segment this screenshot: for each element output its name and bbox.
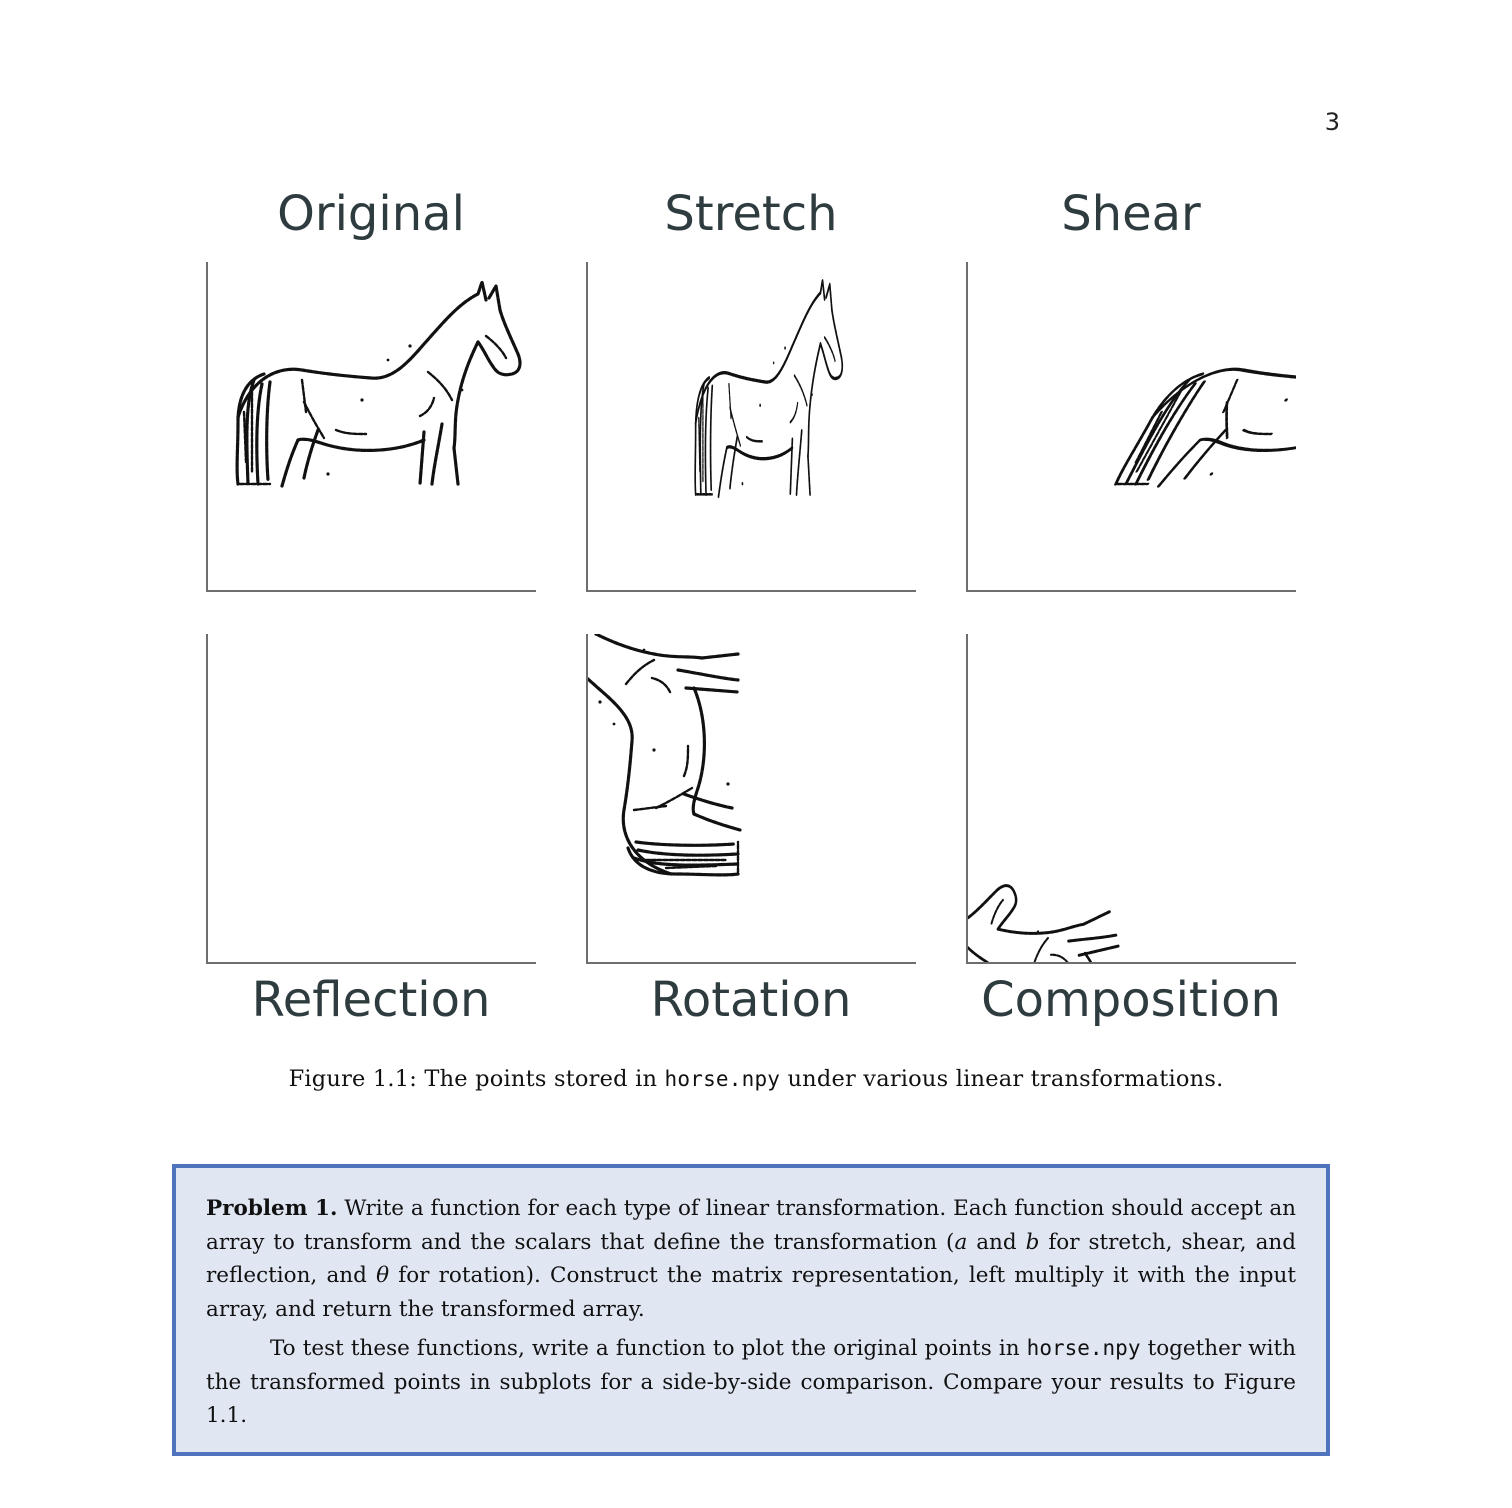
problem-paragraph-1 bbox=[206, 1192, 1296, 1326]
plot-composition bbox=[966, 634, 1296, 964]
panel-stretch bbox=[586, 262, 916, 592]
problem-text-3: for rotation). Construct the matrix representation, left multiply it with the input array, and return the transformed array. bbox=[206, 1263, 1296, 1322]
problem-paragraph-2 bbox=[206, 1332, 1296, 1433]
panel-original bbox=[206, 262, 536, 592]
caption-filename: horse.npy bbox=[664, 1067, 781, 1091]
panel-title-original: Original bbox=[277, 186, 465, 242]
plot-reflection bbox=[206, 634, 536, 964]
problem-text-1: Write a function for each type of linear transformation. Each function should accept an array to transform and the scalars that define the transformation ( bbox=[206, 1196, 1296, 1255]
problem-text-2: for stretch, shear, and reflection, and bbox=[206, 1229, 1297, 1288]
panel-title-shear: Shear bbox=[1061, 186, 1201, 242]
math-a: a bbox=[954, 1229, 968, 1255]
plot-stretch bbox=[586, 262, 916, 592]
problem-label: Problem 1. bbox=[206, 1196, 338, 1221]
figure-caption bbox=[0, 1066, 1512, 1092]
panel-rotation bbox=[586, 634, 916, 964]
problem-text-4: To test these functions, write a function to plot the original points in bbox=[270, 1336, 1027, 1361]
caption-suffix: under various linear transformations. bbox=[780, 1066, 1224, 1092]
panel-title-reflection: Reflection bbox=[251, 972, 491, 1028]
panel-title-rotation: Rotation bbox=[650, 972, 852, 1028]
panel-title-stretch: Stretch bbox=[664, 186, 838, 242]
horse-drawing-original bbox=[237, 282, 520, 486]
page-number: 3 bbox=[1324, 108, 1340, 136]
panel-shear bbox=[966, 262, 1296, 592]
problem-box bbox=[172, 1164, 1330, 1456]
horse-drawing-rotation bbox=[586, 634, 740, 875]
panel-title-composition: Composition bbox=[981, 972, 1281, 1028]
caption-prefix: Figure 1.1: The points stored in bbox=[288, 1066, 665, 1092]
problem-text-and: and bbox=[967, 1229, 1026, 1255]
panel-reflection bbox=[206, 634, 536, 964]
problem-text-5: together with the transformed points in subplots for a side-by-side comparison. Compare your results to Figure 1.1. bbox=[206, 1336, 1296, 1428]
problem-filename: horse.npy bbox=[1026, 1336, 1141, 1360]
horse-drawing-composition bbox=[966, 855, 1166, 964]
panel-composition bbox=[966, 634, 1296, 964]
plot-original bbox=[206, 262, 536, 592]
math-b: b bbox=[1025, 1229, 1040, 1255]
plot-rotation bbox=[586, 634, 916, 964]
horse-drawing-shear bbox=[1114, 282, 1296, 486]
plot-shear bbox=[966, 262, 1296, 592]
math-theta: θ bbox=[376, 1263, 390, 1288]
horse-drawing-stretch bbox=[695, 280, 842, 496]
